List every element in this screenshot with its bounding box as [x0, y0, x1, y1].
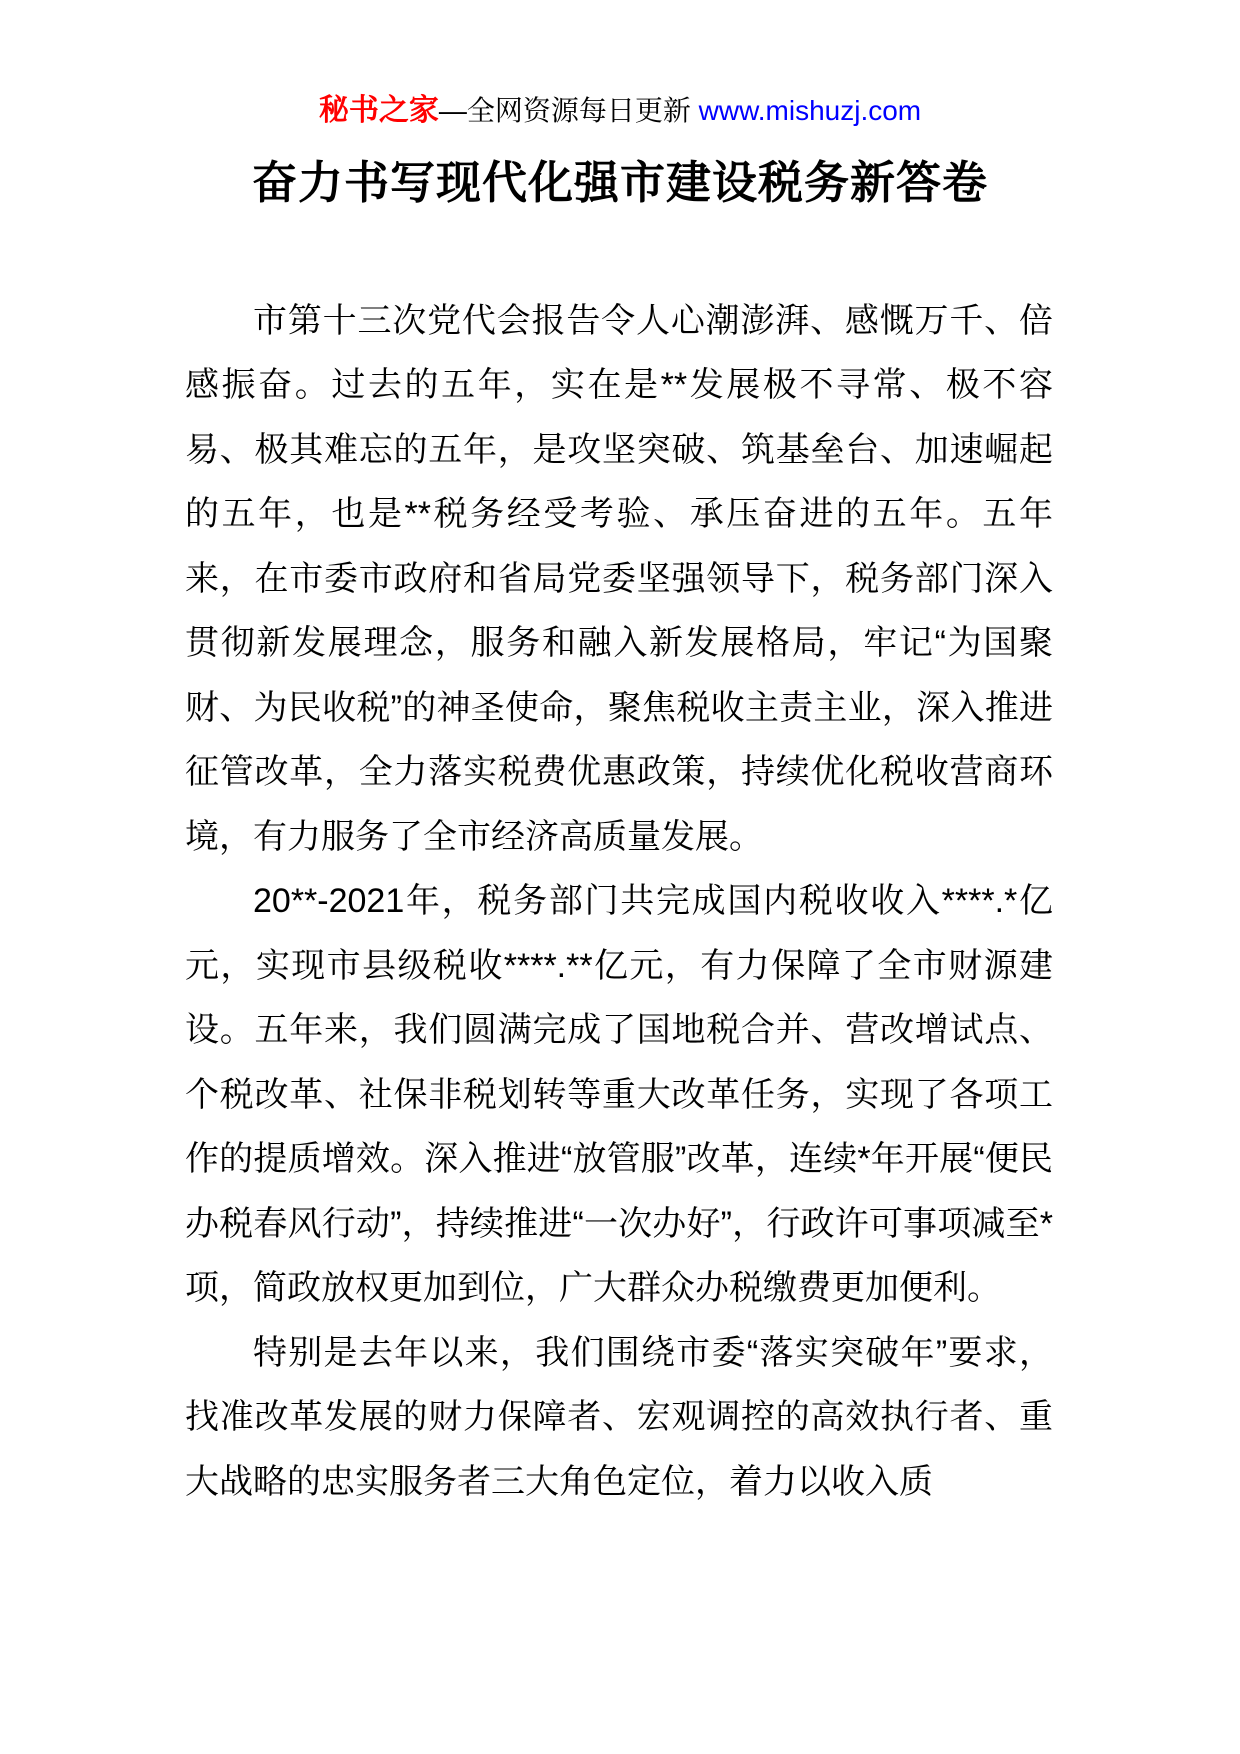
site-tagline: —全网资源每日更新: [438, 95, 699, 126]
body-paragraph: 市第十三次党代会报告令人心潮澎湃、感慨万千、倍感振奋。过去的五年，实在是**发展极不寻常、极不容易、极其难忘的五年，是攻坚突破、筑基垒台、加速崛起的五年，也是**税务经受考验、承压奋进的五年。五年来，在市委市政府和省局党委坚强领导下，税务部门深入贯彻新发展理念，服务和融入新发展格局，牢记“为国聚财、为民收税”的神圣使命，聚焦税收主责主业，深入推进征管改革，全力落实税费优惠政策，持续优化税收营商环境，有力服务了全市经济高质量发展。: [185, 301, 1053, 856]
body-paragraph: 特别是去年以来，我们围绕市委“落实突破年”要求，找准改革发展的财力保障者、宏观调控的高效执行者、重大战略的忠实服务者三大角色定位，着力以收入质: [185, 1333, 1053, 1501]
document-body: [185, 289, 1053, 1515]
site-url-link[interactable]: www.mishuzj.com: [698, 95, 922, 126]
document-title: 奋力书写现代化强市建设税务新答卷: [251, 157, 988, 208]
body-paragraph: 20**-2021年，税务部门共完成国内税收收入****.*亿元，实现市县级税收****.**亿元，有力保障了全市财源建设。五年来，我们圆满完成了国地税合并、营改增试点、个税改革、社保非税划转等重大改革任务，实现了各项工作的提质增效。深入推进“放管服”改革，连续*年开展“便民办税春风行动”，持续推进“一次办好”，行政许可事项减至*项，简政放权更加到位，广大群众办税缴费更加便利。: [185, 882, 1053, 1308]
site-header: [0, 0, 1240, 127]
site-name: 秘书之家: [318, 94, 439, 127]
